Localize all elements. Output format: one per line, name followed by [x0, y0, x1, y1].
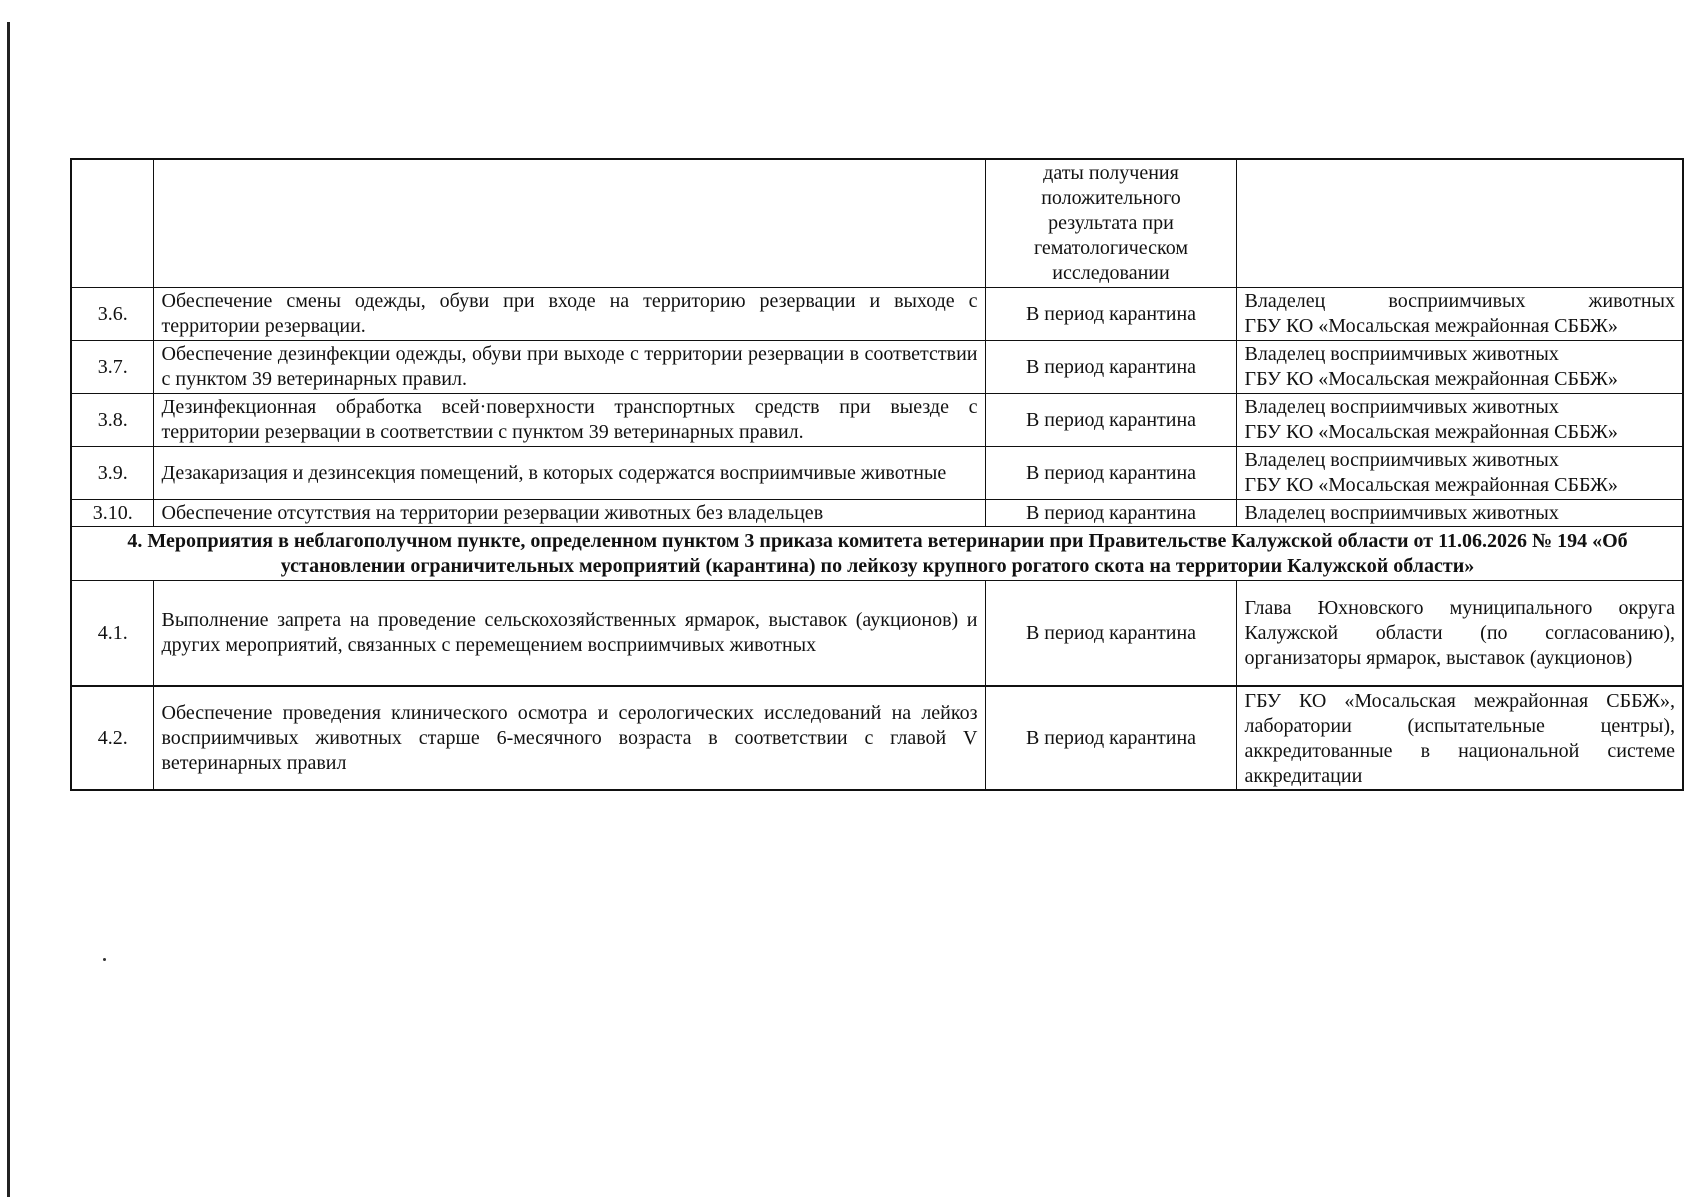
scan-speck [103, 958, 106, 961]
row-responsible [1236, 287, 1683, 340]
responsible-line: Владелец восприимчивых животных [1244, 501, 1559, 524]
row-responsible [1236, 340, 1683, 393]
table-row [71, 393, 1683, 446]
period-line: положительного [1041, 187, 1181, 210]
row-responsible: Глава Юхновского муниципального округа Калужской области (по согласованию), организаторы ярмарок, выставок (аукционов) [1236, 580, 1683, 686]
measures-table [70, 158, 1684, 791]
responsible-line: ГБУ КО «Мосальская межрайонная СББЖ» [1244, 368, 1618, 390]
table-row [71, 499, 1683, 526]
scan-edge-line [7, 22, 10, 1197]
table-row [71, 446, 1683, 499]
responsible-line: ГБУ КО «Мосальская межрайонная СББЖ» [1244, 315, 1618, 337]
row-responsible [1236, 393, 1683, 446]
responsible-line: Владелец восприимчивых животных [1244, 290, 1675, 312]
continuation-period-cell [985, 159, 1236, 287]
section-header-row [71, 526, 1683, 580]
continuation-resp-cell [1236, 159, 1683, 287]
row-description: Обеспечение проведения клинического осмотра и серологических исследований на лейкоз восприимчивых животных старше 6-месячного возраста в соответствии с главой V ветеринарных правил [153, 686, 985, 790]
table-row [71, 686, 1683, 790]
row-responsible [1236, 446, 1683, 499]
responsible-line: Владелец восприимчивых животных [1244, 343, 1559, 365]
row-number: 3.8. [71, 393, 153, 446]
row-description: Обеспечение отсутствия на территории резервации животных без владельцев [153, 499, 985, 526]
row-period: В период карантина [985, 287, 1236, 340]
row-description: Обеспечение смены одежды, обуви при входе на территорию резервации и выходе с территории резервации. [153, 287, 985, 340]
table-row [71, 287, 1683, 340]
row-description: Выполнение запрета на проведение сельскохозяйственных ярмарок, выставок (аукционов) и других мероприятий, связанных с перемещением восприимчивых животных [153, 580, 985, 686]
row-number: 3.7. [71, 340, 153, 393]
table-row [71, 580, 1683, 686]
row-responsible [1236, 499, 1683, 526]
table-row [71, 340, 1683, 393]
row-number: 3.10. [71, 499, 153, 526]
section-title: 4. Мероприятия в неблагополучном пункте, определенном пунктом 3 приказа комитета ветеринарии при Правительстве Калужской области от 11.06.2026 № 194 «Об установлении ограничительных мероприятий (карантина) по лейкозу крупного рогатого скота на территории Калужской области» [71, 526, 1683, 580]
period-line: гематологическом [1033, 237, 1189, 260]
period-line: исследовании [1052, 262, 1170, 285]
period-line: даты получения [1043, 162, 1179, 185]
continuation-row [71, 159, 1683, 287]
row-description: Дезакаризация и дезинсекция помещений, в которых содержатся восприимчивые животные [153, 446, 985, 499]
row-number: 4.2. [71, 686, 153, 790]
row-period: В период карантина [985, 446, 1236, 499]
continuation-num-cell [71, 159, 153, 287]
responsible-line: ГБУ КО «Мосальская межрайонная СББЖ» [1244, 421, 1618, 443]
row-period: В период карантина [985, 340, 1236, 393]
row-period: В период карантина [985, 686, 1236, 790]
continuation-desc-cell [153, 159, 985, 287]
row-responsible: ГБУ КО «Мосальская межрайонная СББЖ», лаборатории (испытательные центры), аккредитованные в национальной системе аккредитации [1236, 686, 1683, 790]
responsible-line: Владелец восприимчивых животных [1244, 396, 1559, 418]
row-number: 4.1. [71, 580, 153, 686]
row-description: Дезинфекционная обработка всей·поверхности транспортных средств при выезде с территории резервации в соответствии с пунктом 39 ветеринарных правил. [153, 393, 985, 446]
row-number: 3.9. [71, 446, 153, 499]
row-period: В период карантина [985, 580, 1236, 686]
row-description: Обеспечение дезинфекции одежды, обуви при выходе с территории резервации в соответствии с пунктом 39 ветеринарных правил. [153, 340, 985, 393]
period-line: результата при [1048, 212, 1174, 235]
row-period: В период карантина [985, 499, 1236, 526]
responsible-line: ГБУ КО «Мосальская межрайонная СББЖ» [1244, 474, 1618, 496]
responsible-line: Владелец восприимчивых животных [1244, 449, 1559, 471]
row-period: В период карантина [985, 393, 1236, 446]
row-number: 3.6. [71, 287, 153, 340]
